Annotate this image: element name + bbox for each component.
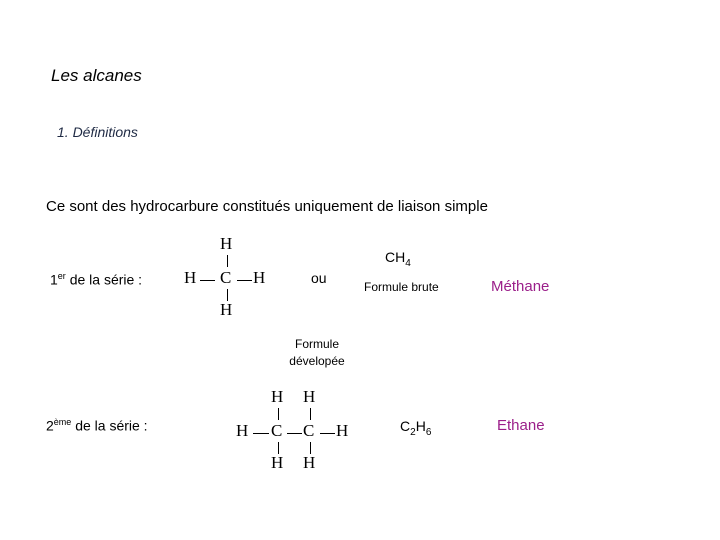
methane-atom-right: H [253, 268, 266, 287]
ethane-bond-top1 [278, 408, 279, 420]
ethane-bond-left [253, 433, 269, 434]
methane-bond-right [237, 280, 252, 281]
ethane-bond-cc [287, 433, 302, 434]
ethane-atom-top1: H [271, 387, 284, 406]
methane-molecular-formula [385, 249, 411, 269]
ethane-atom-top2: H [303, 387, 316, 406]
methane-structural-formula [182, 234, 272, 318]
developed-label-line2: dévelopée [289, 354, 345, 368]
ethane-carbon-1: C [271, 421, 283, 440]
methane-carbon: C [220, 268, 232, 287]
ethane-atom-right: H [336, 421, 349, 440]
ethane-rank-rest: de la série : [71, 417, 148, 434]
methane-atom-left: H [184, 268, 197, 287]
ethane-rank-sup: ème [53, 417, 72, 427]
ethane-formula-c: C [400, 418, 411, 434]
ethane-formula-h-sub: 6 [425, 426, 432, 438]
ethane-bond-right [320, 433, 335, 434]
section-heading: 1. Définitions [57, 124, 138, 140]
methane-formula-element: CH [385, 249, 406, 265]
methane-rank-sup: er [57, 271, 66, 281]
developed-formula-label [282, 336, 352, 370]
brute-formula-label: Formule brute [364, 280, 439, 294]
methane-rank-number: 1 [50, 271, 58, 288]
ethane-atom-left: H [236, 421, 249, 440]
methane-rank-rest: de la série : [65, 271, 143, 288]
ethane-name: Ethane [497, 417, 545, 434]
ethane-carbon-2: C [303, 421, 315, 440]
ethane-atom-bottom1: H [271, 453, 284, 472]
ethane-structural-formula [234, 387, 354, 473]
ethane-formula-h: H [415, 418, 426, 434]
methane-name: Méthane [491, 278, 550, 295]
methane-atom-top: H [220, 234, 233, 253]
ethane-rank-number: 2 [46, 417, 54, 434]
ethane-rank-label [46, 417, 148, 434]
ethane-formula-c-sub: 2 [410, 426, 416, 438]
slide-title: Les alcanes [51, 66, 142, 85]
developed-label-line1: Formule [294, 337, 339, 351]
connector-ou: ou [311, 270, 327, 286]
methane-atom-bottom: H [220, 300, 233, 319]
ethane-bond-top2 [310, 408, 311, 420]
intro-text: Ce sont des hydrocarbure constitués uniquement de liaison simple [46, 198, 488, 215]
ethane-atom-bottom2: H [303, 453, 316, 472]
methane-rank-label [50, 271, 142, 288]
methane-formula-sub: 4 [405, 257, 411, 269]
methane-bond-top [227, 255, 228, 267]
ethane-molecular-formula [400, 418, 431, 438]
methane-bond-left [200, 280, 215, 281]
